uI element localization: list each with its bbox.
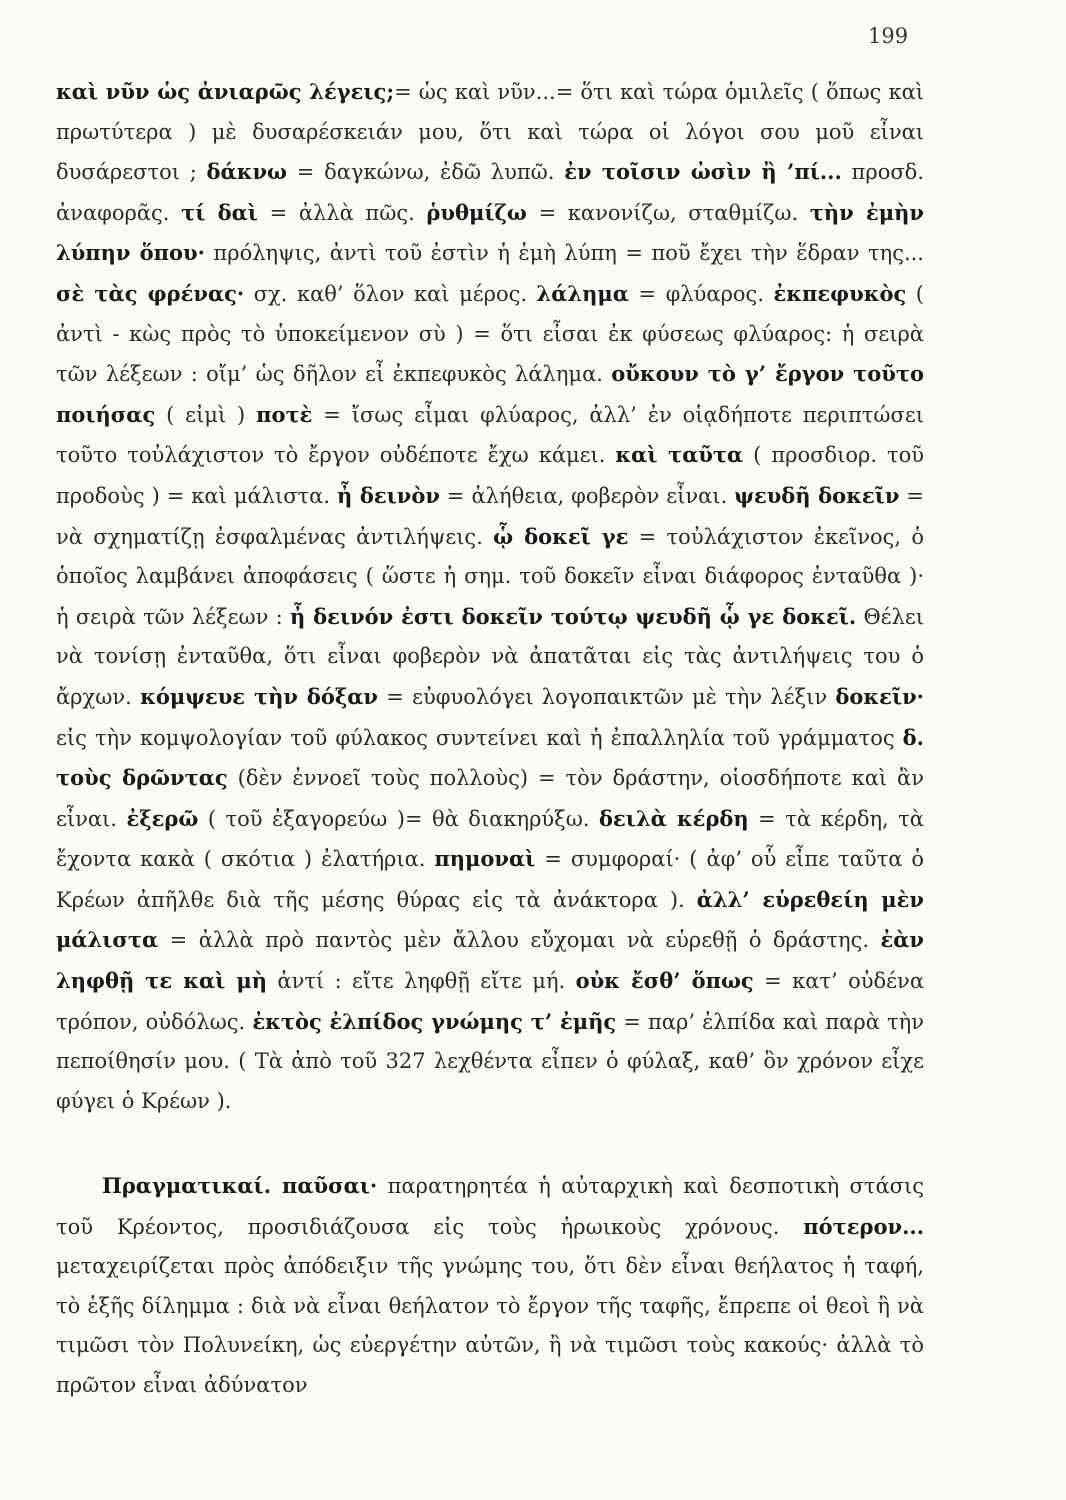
gloss: = φλύαρος. [628, 281, 774, 306]
gloss: μεταχειρίζεται πρὸς ἀπόδειξιν τῆς γνώμης του, ὅτι δὲν εἶναι θεήλατος ἡ ταφή, τὸ ἑξῆς δίλημμα : διὰ νὰ εἶναι θεήλατον τὸ ἔργον τῆς ταφῆς, ἔπρεπε οἱ θεοὶ ἢ νὰ τιμῶσι τὸν Πολυνείκη, ὡς εὐεργέτην αὐτῶν, ἢ νὰ τιμῶσι τοὺς κακούς· ἀλλὰ τὸ πρῶτον εἶναι ἀδύνατον [56, 1254, 924, 1397]
gloss: ( τοῦ ἐξαγορεύω )= θὰ διακηρύξω. [198, 806, 600, 831]
lemma: δοκεῖν· [835, 683, 924, 709]
gloss: = δαγκώνω, ἐδῶ λυπῶ. [287, 160, 565, 185]
lemma: οὐκ ἔσθ’ ὅπως [575, 968, 754, 994]
gloss: = κανονίζω, σταθμίζω. [526, 200, 810, 225]
lemma: ἐὰν ληφθῇ τε καὶ μὴ [56, 927, 924, 994]
gloss: = τὰ κέρδη, τὰ ἔχοντα κακὰ ( σκότια ) ἐλατήρια. [56, 806, 924, 872]
lemma: δ. τοὺς δρῶντας [56, 724, 924, 791]
lemma: οὔκουν τὸ γ’ ἔργον τοῦτο ποιήσας [56, 361, 924, 427]
gloss: (δὲν ἐννοεῖ τοὺς πολλοὺς) = τὸν δράστην, οἱοσδήποτε καὶ ἂν εἶναι. [56, 766, 924, 831]
lemma: ἦ δεινὸν [336, 482, 440, 508]
gloss: ( ἀντὶ - κὼς πρὸς τὸ ὑποκείμενον σὺ ) = ὅτι εἶσαι ἐκ φύσεως φλύαρος: ἡ σειρὰ τῶν λέξεων : οἴμ’ ὡς δῆλον εἶ ἐκπεφυκὸς λάλημα. [56, 281, 924, 387]
lemma: ᾧ δοκεῖ γε [493, 523, 629, 549]
lemma: δάκνω [206, 159, 288, 185]
gloss: σχ. καθ’ ὅλον καὶ μέρος. [244, 281, 537, 306]
gloss: = συμφοραί· ( ἀφ’ οὗ εἶπε ταῦτα ὁ Κρέων ἀπῆλθε διὰ τῆς μέσης θύρας εἰς τὰ ἀνάκτορα ). [56, 847, 924, 912]
lemma: ἐν τοῖσιν ὠσὶν ἢ ’πί... [564, 159, 842, 185]
gloss: ἀντί : εἴτε ληφθῇ εἴτε μή. [266, 969, 576, 994]
gloss: προσδ. ἀναφορᾶς. [56, 160, 924, 225]
lemma: ψευδῆ δοκεῖν [734, 482, 900, 508]
lemma: πημοναὶ [434, 846, 536, 872]
lemma: τὴν ἐμὴν λύπην ὅπου· [56, 199, 924, 266]
lemma: ποτὲ [256, 401, 313, 427]
gloss: = ἀλήθεια, φοβερὸν εἶναι. [439, 483, 735, 508]
lemma: σὲ τὰς φρένας· [56, 280, 245, 306]
gloss: Θέλει νὰ τονίσῃ ἐνταῦθα, ὅτι εἶναι φοβερὸν νὰ ἀπατᾶται εἰς τὰς ἀντιλήψεις του ὁ ἄρχων. [56, 604, 924, 709]
lemma: τί δαὶ [181, 199, 258, 225]
lemma: ἐκτὸς ἐλπίδος γνώμης τ’ ἐμῆς [252, 1008, 617, 1034]
commentary-paragraph-2 [56, 1166, 924, 1406]
gloss: = εὐφυολόγει λογοπαικτῶν μὲ τὴν λέξιν [378, 684, 836, 709]
lemma: καὶ νῦν ὡς ἀνιαρῶς λέγεις; [56, 79, 395, 104]
page-number: 199 [868, 24, 909, 48]
gloss: = ἀλλὰ πρὸ παντὸς μὲν ἄλλου εὔχομαι νὰ εὑρεθῇ ὁ δράστης. [158, 928, 881, 953]
lemma: ἦ δεινόν ἐστι δοκεῖν τούτῳ ψευδῆ ᾧ γε δοκεῖ. [290, 603, 857, 629]
gloss: = ἀλλὰ πῶς. [257, 200, 427, 225]
lemma: ῥυθμίζω [426, 199, 527, 225]
gloss: = κατ’ οὐδένα τρόπον, οὐδόλως. [56, 969, 925, 1034]
section-heading: Πραγματικαί. παῦσαι· [102, 1173, 378, 1198]
gloss: παρατηρητέα ἡ αὐταρχικὴ καὶ δεσποτικὴ στάσις τοῦ Κρέοντος, προσιδιάζουσα εἰς τοὺς ἡρωικοὺς χρόνους. [56, 1174, 924, 1239]
lemma: καὶ ταῦτα [615, 442, 744, 468]
commentary-text [56, 72, 925, 1397]
lemma: ἐξερῶ [126, 805, 199, 831]
lemma: πότερον... [803, 1213, 924, 1239]
lemma: ἐκπεφυκὸς [773, 280, 907, 306]
gloss: ( προσδιορ. τοῦ προδοὺς ) = καὶ μάλιστα. [56, 443, 924, 508]
lemma: κόμψευε τὴν δόξαν [140, 683, 379, 709]
gloss: πρόληψις, ἀντὶ τοῦ ἐστὶν ἡ ἐμὴ λύπη = ποῦ ἔχει τὴν ἕδραν της... [204, 241, 924, 266]
commentary-paragraph-1 [56, 72, 924, 1121]
lemma: ἀλλ’ εὑρεθείη μὲν μάλιστα [56, 886, 924, 953]
gloss: = παρ’ ἐλπίδα καὶ παρὰ τὴν πεποίθησίν μου. ( Τὰ ἀπὸ τοῦ 327 λεχθέντα εἶπεν ὁ φύλαξ, καθ’ ὃν χρόνον εἶχε φύγει ὁ Κρέων ). [56, 1009, 924, 1113]
lemma: δειλὰ κέρδη [599, 805, 749, 831]
gloss: εἰς τὴν κομψολογίαν τοῦ φύλακος συντείνει καὶ ἡ ἐπαλληλία τοῦ γράμματος [56, 725, 903, 750]
lemma: λάλημα [536, 280, 629, 306]
gloss: = ἴσως εἶμαι φλύαρος, ἀλλ’ ἐν οἱᾳδήποτε περιπτώσει τοῦτο τοὐλάχιστον τὸ ἔργον οὐδέποτε ἔχω κάμει. [56, 402, 924, 468]
gloss: = νὰ σχηματίζῃ ἐσφαλμένας ἀντιλήψεις. [56, 483, 925, 549]
gloss: ( εἰμὶ ) [155, 402, 257, 427]
gloss: = ὡς καὶ νῦν...= ὅτι καὶ τώρα ὁμιλεῖς ( ὅπως καὶ πρωτύτερα ) μὲ δυσαρέσκειάν μου, ὅτι καὶ τώρα οἱ λόγοι σου μοῦ εἶναι δυσάρεστοι ; [56, 80, 924, 185]
gloss: = τοὐλάχιστον ἐκεῖνος, ὁ ὁποῖος λαμβάνει ἀποφάσεις ( ὥστε ἡ σημ. τοῦ δοκεῖν εἶναι διάφορος ἐνταῦθα )· ἡ σειρὰ τῶν λέξεων : [56, 524, 924, 629]
